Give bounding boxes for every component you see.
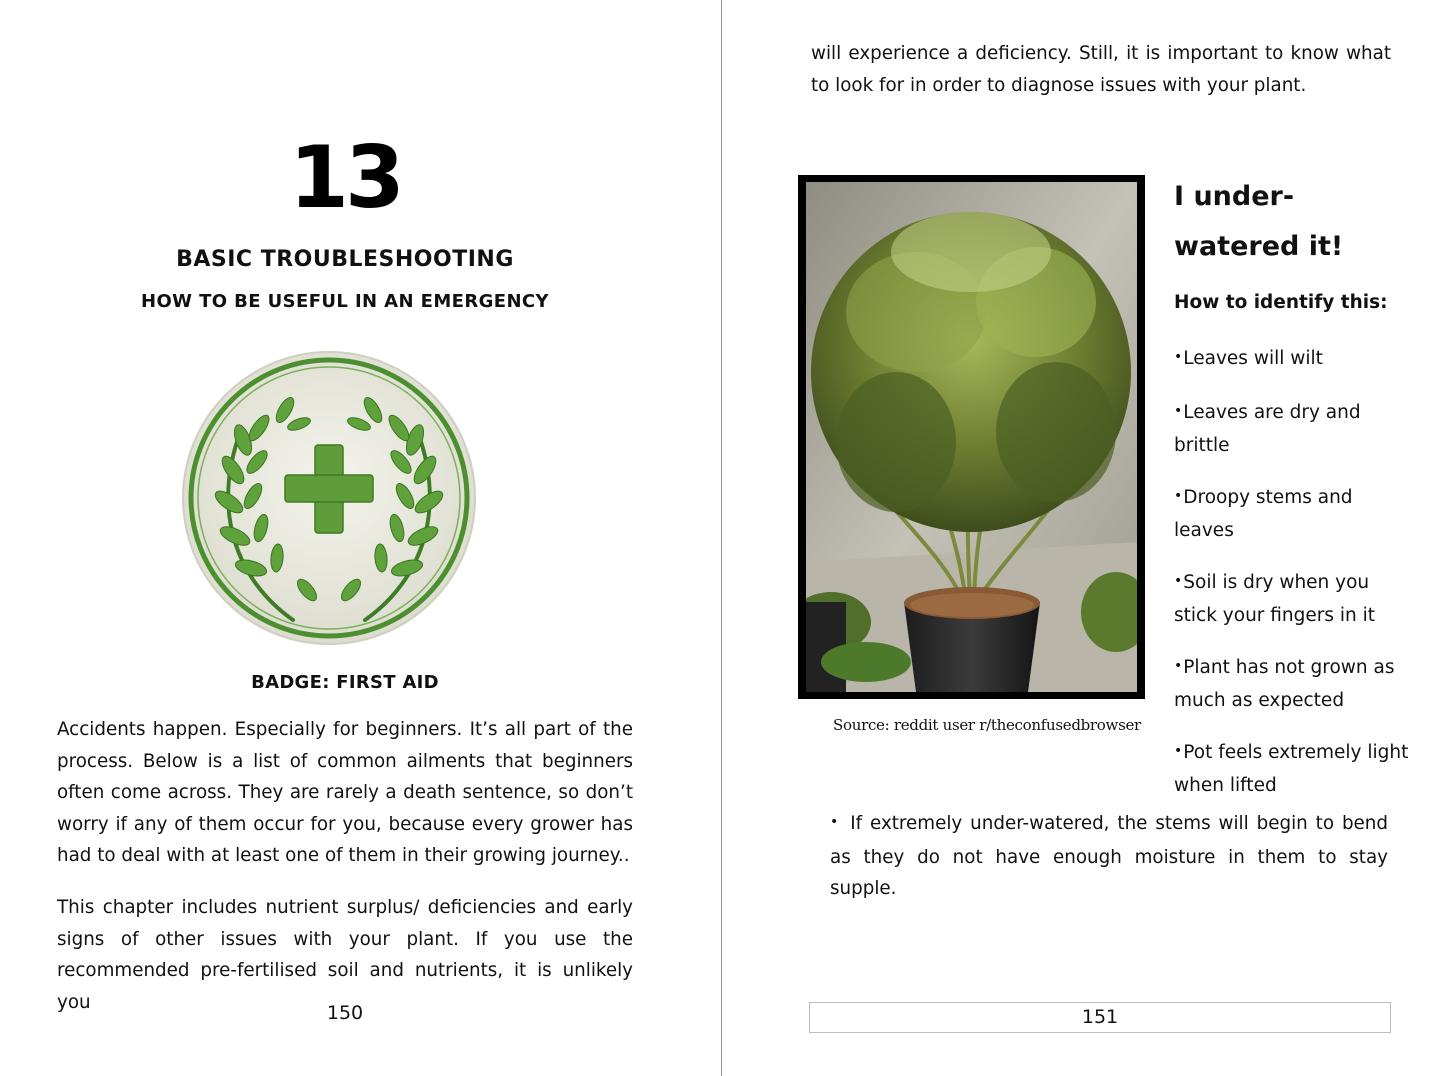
chapter-number: 13 — [289, 128, 401, 228]
chapter-scope-paragraph: This chapter includes nutrient surplus/ deficiencies and early signs of other issues with your plant. If you use the recommended pre-fertilised soil and nutrients, it is unlikely you — [57, 897, 633, 1013]
left-page — [0, 0, 722, 1076]
symptom-item: • Soil is dry when you stick your fingers in it — [1174, 567, 1414, 632]
symptom-item: • Leaves will wilt — [1174, 343, 1414, 377]
wilted-plant-icon — [806, 182, 1137, 692]
intro-paragraph: Accidents happen. Especially for beginners. It’s all part of the process. Below is a list of common ailments that beginners often come across. They are rarely a death sentence, so don’t worry if any of them occur for you, because every grower has had to deal with at least one of them in their growing journey.. — [57, 719, 633, 866]
identify-label: How to identify this: — [1174, 292, 1388, 313]
symptom-list — [1174, 343, 1414, 822]
page-number-right: 151 — [809, 1002, 1391, 1033]
symptom-item: • Leaves are dry and brittle — [1174, 397, 1414, 462]
bullet-icon: • — [830, 814, 839, 830]
severe-underwatering-text: If extremely under-watered, the stems will begin to bend as they do not have enough moisture in them to stay supple. — [830, 813, 1388, 899]
continued-paragraph: will experience a deficiency. Still, it is important to know what to look for in order to diagnose issues with your plant. — [811, 43, 1391, 96]
right-page — [723, 0, 1445, 1076]
symptom-item: • Pot feels extremely light when lifted — [1174, 737, 1414, 802]
first-aid-badge-icon — [181, 350, 477, 646]
page-number-left: 150 — [326, 1002, 364, 1024]
underwatered-plant-photo — [798, 175, 1145, 699]
symptom-item: • Plant has not grown as much as expected — [1174, 652, 1414, 717]
chapter-title: BASIC TROUBLESHOOTING — [176, 247, 514, 272]
section-heading: I under-watered it! — [1174, 181, 1344, 262]
symptom-item: • Droopy stems and leaves — [1174, 482, 1414, 547]
chapter-subtitle: HOW TO BE USEFUL IN AN EMERGENCY — [141, 291, 549, 312]
severe-underwatering-note — [830, 808, 1388, 905]
photo-source-caption: Source: reddit user r/theconfusedbrowser — [833, 716, 1141, 734]
badge-caption: BADGE: FIRST AID — [251, 672, 439, 693]
